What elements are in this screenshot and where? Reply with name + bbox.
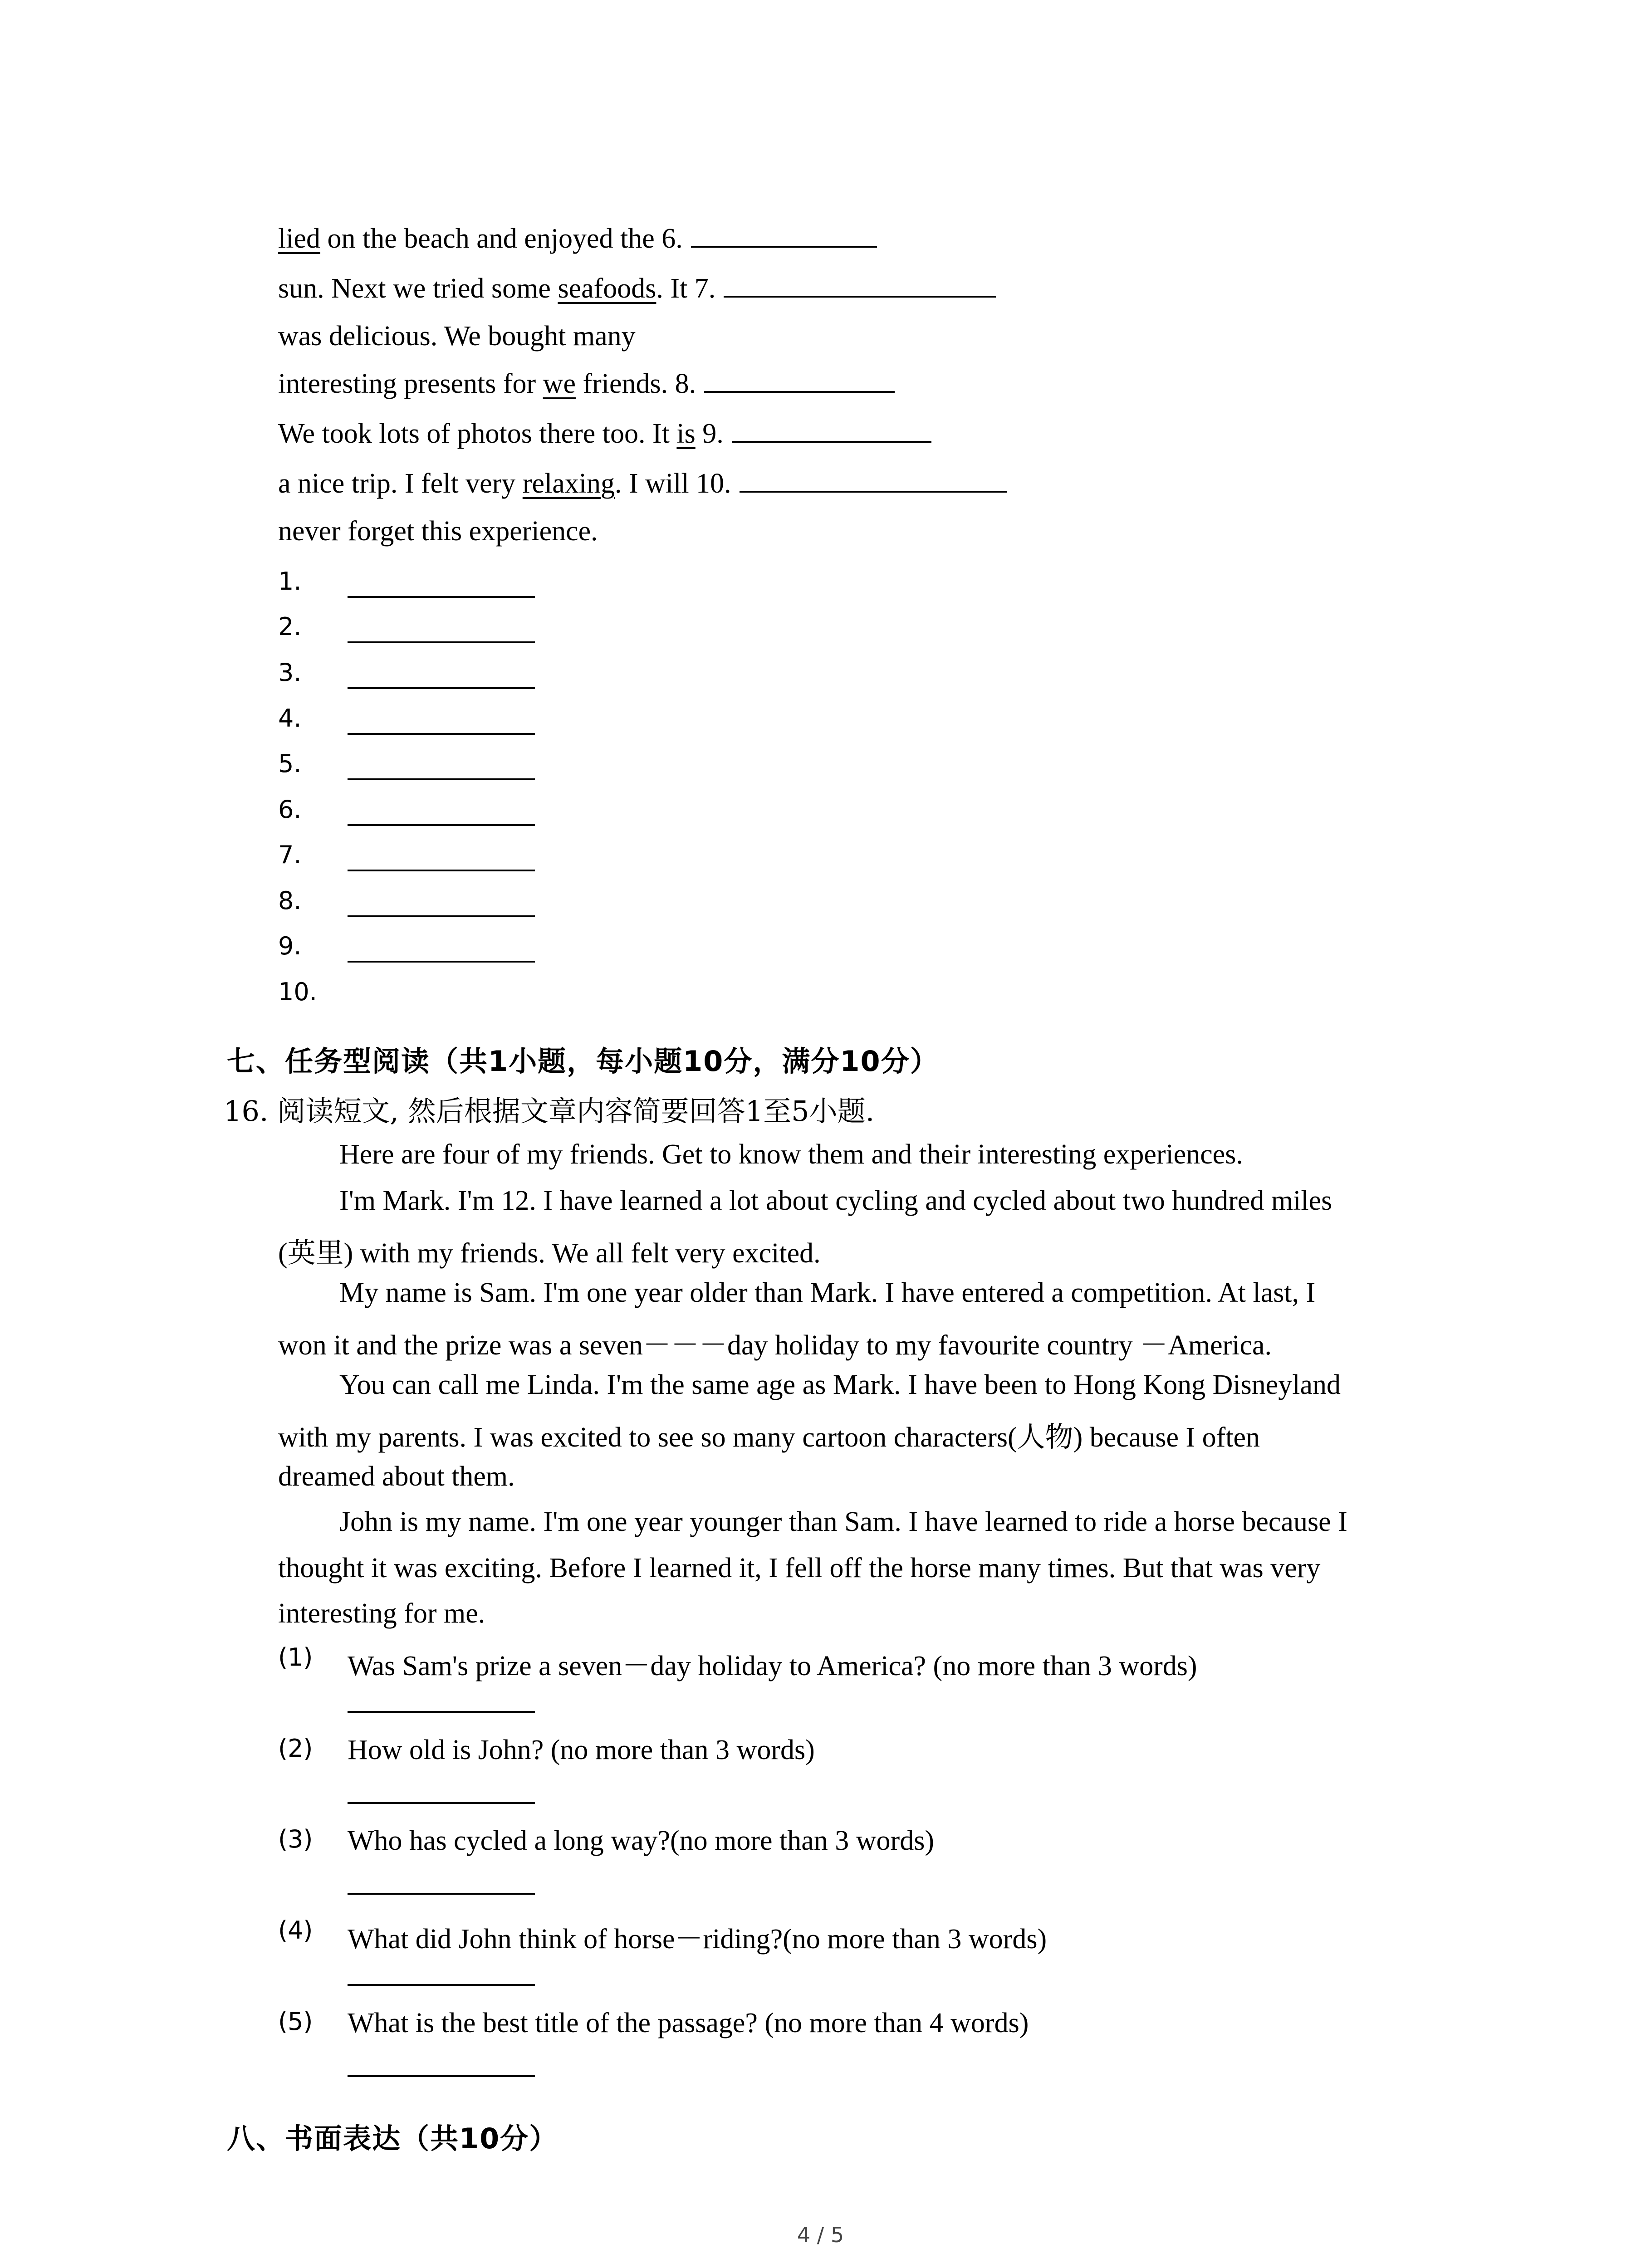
answer-line[interactable] [348, 824, 535, 826]
passage-line-4: interesting presents for we friends. 8. [278, 370, 895, 398]
paragraph-line: (英里) with my friends. We all felt very excited. [278, 1238, 821, 1269]
passage-line-2: sun. Next we tried some seafoods. It 7. [278, 274, 996, 303]
underlined-word: we [543, 368, 576, 399]
underlined-word: lied [278, 223, 320, 254]
paragraph-line: thought it was exciting. Before I learned it, I fell off the horse many times. But that was very [278, 1553, 1321, 1584]
answer-line[interactable] [348, 961, 535, 963]
paragraph-line: interesting for me. [278, 1598, 485, 1629]
answer-line[interactable] [348, 1711, 535, 1713]
answer-line[interactable] [348, 641, 535, 643]
passage-line-1: lied on the beach and enjoyed the 6. [278, 225, 877, 253]
answer-line[interactable] [348, 1984, 535, 1986]
question-intro: 16. 阅读短文, 然后根据文章内容简要回答1至5小题. [224, 1095, 875, 1128]
passage-line-6: a nice trip. I felt very relaxing. I will 10. [278, 469, 1007, 498]
paragraph-line: with my parents. I was excited to see so many cartoon characters(人物) because I often [278, 1422, 1260, 1453]
answer-line[interactable] [348, 596, 535, 598]
answer-line[interactable] [348, 687, 535, 689]
paragraph-line: Here are four of my friends. Get to know them and their interesting experiences. [339, 1139, 1243, 1170]
answer-line[interactable] [348, 778, 535, 780]
blank-7[interactable] [724, 295, 996, 298]
paragraph-line: won it and the prize was a seven－－－day holiday to my favourite country －America. [278, 1330, 1272, 1361]
answer-line[interactable] [348, 2075, 535, 2077]
answer-line[interactable] [348, 870, 535, 871]
answer-line[interactable] [348, 915, 535, 917]
passage-line-5: We took lots of photos there too. It is 9. [278, 420, 931, 448]
paragraph-line: You can call me Linda. I'm the same age as Mark. I have been to Hong Kong Disneyland [339, 1369, 1341, 1400]
answer-line[interactable] [348, 1893, 535, 1895]
blank-8[interactable] [704, 390, 895, 393]
passage-line-7: never forget this experience. [278, 516, 598, 547]
paragraph-line: I'm Mark. I'm 12. I have learned a lot about cycling and cycled about two hundred miles [339, 1185, 1332, 1216]
paragraph-line: My name is Sam. I'm one year older than Mark. I have entered a competition. At last, I [339, 1277, 1316, 1308]
answer-line[interactable] [348, 1802, 535, 1804]
blank-6[interactable] [691, 245, 877, 248]
page-number: 4 / 5 [797, 2223, 844, 2247]
passage-line-3: was delicious. We bought many [278, 321, 636, 352]
underlined-word: is [676, 418, 696, 449]
blank-9[interactable] [732, 440, 931, 443]
paragraph-line: dreamed about them. [278, 1461, 515, 1492]
underlined-word: relaxing [522, 468, 615, 499]
section-title: 八、书面表达（共10分） [227, 2122, 558, 2155]
underlined-word: seafoods [558, 273, 656, 304]
paragraph-line: John is my name. I'm one year younger than Sam. I have learned to ride a horse because I [339, 1506, 1347, 1537]
section-title: 七、任务型阅读（共1小题，每小题10分，满分10分） [227, 1045, 939, 1078]
blank-10[interactable] [740, 490, 1007, 493]
answer-line[interactable] [348, 733, 535, 735]
